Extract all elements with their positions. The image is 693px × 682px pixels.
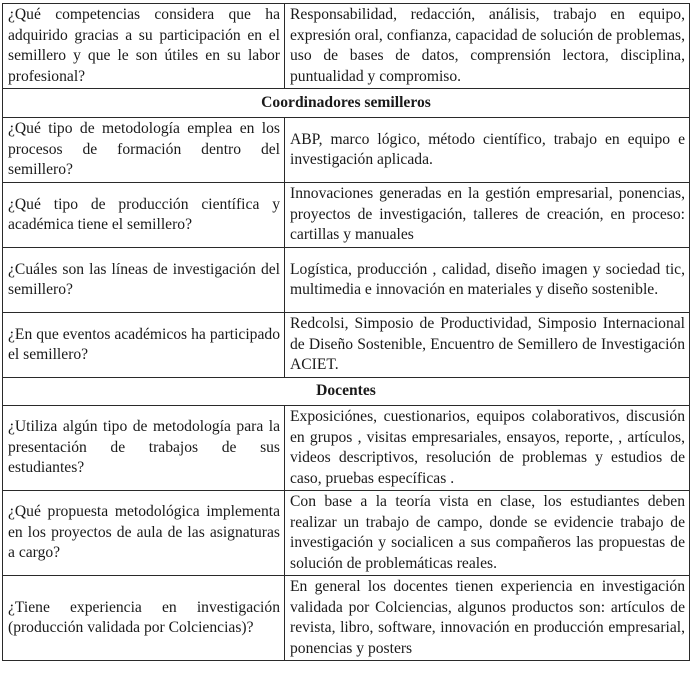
section-header-row bbox=[3, 378, 690, 406]
table-row bbox=[3, 183, 690, 248]
section-header-row bbox=[3, 89, 690, 118]
answer-cell: ABP, marco lógico, método científico, trabajo en equipo e investigación aplicada. bbox=[285, 118, 690, 183]
question-cell: ¿Qué tipo de metodología emplea en los procesos de formación dentro del semillero? bbox=[3, 118, 285, 183]
section-title-docentes: Docentes bbox=[3, 378, 690, 406]
question-cell: ¿Qué competencias considera que ha adquirido gracias a su participación en el semillero y que le son útiles en su labor profesional? bbox=[3, 4, 285, 89]
answer-cell: Con base a la teoría vista en clase, los estudiantes deben realizar un trabajo de campo, donde se evidencie trabajo de investigación y socialicen a sus compañeros las propuestas de solución de problemáticas reales. bbox=[285, 491, 690, 576]
question-cell: ¿Qué tipo de producción científica y académica tiene el semillero? bbox=[3, 183, 285, 248]
table-row bbox=[3, 118, 690, 183]
answer-cell: Redcolsi, Simposio de Productividad, Simposio Internacional de Diseño Sostenible, Encuentro de Semillero de Investigación ACIET. bbox=[285, 313, 690, 378]
table-row bbox=[3, 491, 690, 576]
question-cell: ¿Qué propuesta metodológica implementa en los proyectos de aula de las asignaturas a cargo? bbox=[3, 491, 285, 576]
table-row bbox=[3, 576, 690, 661]
table-row bbox=[3, 4, 690, 89]
table-row bbox=[3, 313, 690, 378]
answer-cell: Innovaciones generadas en la gestión empresarial, ponencias, proyectos de investigación, talleres de creación, en proceso: cartillas y manuales bbox=[285, 183, 690, 248]
section-title-coordinadores: Coordinadores semilleros bbox=[3, 89, 690, 118]
answer-cell: Exposiciónes, cuestionarios, equipos colaborativos, discusión en grupos , visitas empresariales, ensayos, reporte, , artículos, videos descriptivos, resolución de problemas y estudios de caso, pruebas específicas . bbox=[285, 406, 690, 491]
answer-cell: En general los docentes tienen experiencia en investigación validada por Colciencias, algunos productos son: artículos de revista, libro, software, innovación en producción empresarial, ponencias y posters bbox=[285, 576, 690, 661]
question-cell: ¿En que eventos académicos ha participado el semillero? bbox=[3, 313, 285, 378]
question-cell: ¿Tiene experiencia en investigación (producción validada por Colciencias)? bbox=[3, 576, 285, 661]
table-row bbox=[3, 406, 690, 491]
answer-cell: Responsabilidad, redacción, análisis, trabajo en equipo, expresión oral, confianza, capacidad de solución de problemas, uso de bases de datos, comprensión lectora, disciplina, puntualidad y compromiso. bbox=[285, 4, 690, 89]
question-cell: ¿Cuáles son las líneas de investigación del semillero? bbox=[3, 248, 285, 313]
table-row bbox=[3, 248, 690, 313]
survey-results-table bbox=[2, 3, 690, 661]
question-cell: ¿Utiliza algún tipo de metodología para la presentación de trabajos de sus estudiantes? bbox=[3, 406, 285, 491]
answer-cell: Logística, producción , calidad, diseño imagen y sociedad tic, multimedia e innovación en materiales y diseño sostenible. bbox=[285, 248, 690, 313]
